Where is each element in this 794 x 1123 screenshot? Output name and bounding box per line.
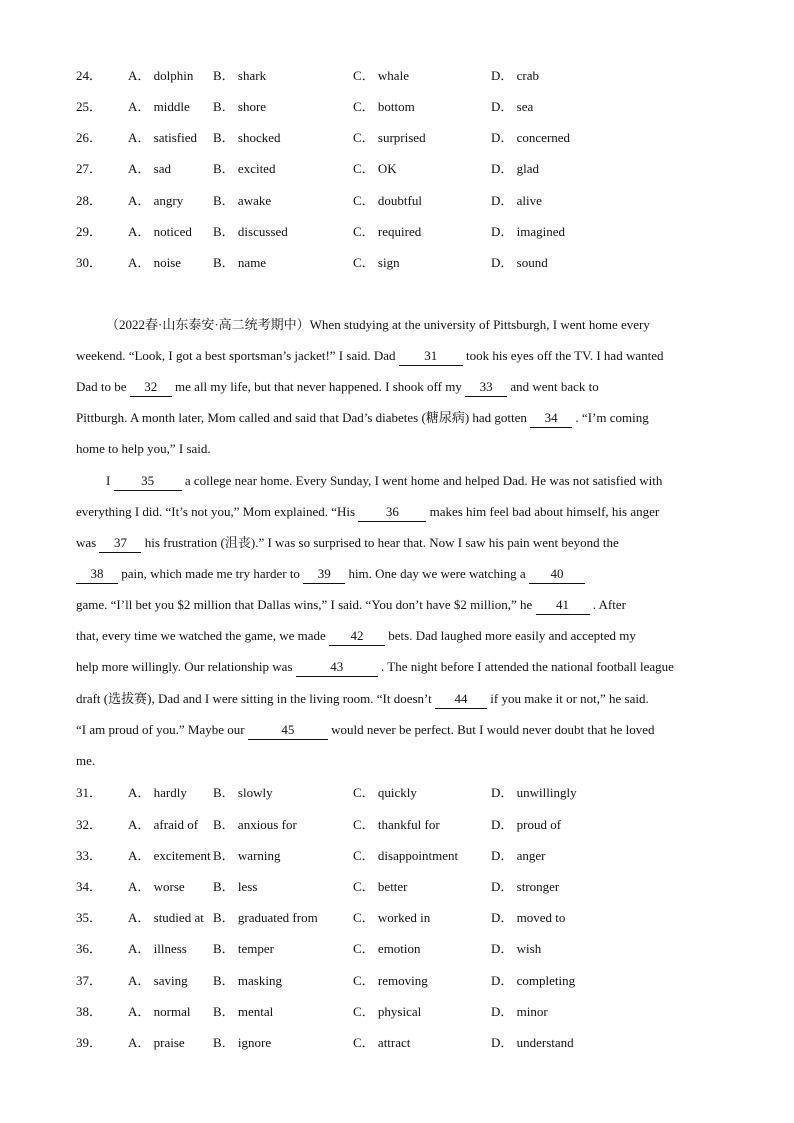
option-d: D． imagined xyxy=(491,224,566,239)
passage-text: everything I did. “It’s not you,” Mom explained. “His xyxy=(76,504,356,519)
option-c: C． required xyxy=(353,224,422,239)
passage-line xyxy=(76,346,663,366)
option-b: B． temper xyxy=(213,941,275,956)
passage-line xyxy=(76,751,95,771)
question-number: 34． xyxy=(76,879,103,894)
passage-line xyxy=(76,408,649,428)
option-d: D． completing xyxy=(491,973,576,988)
passage-text: pain, which made me try harder to xyxy=(121,566,300,581)
passage-line xyxy=(76,626,636,646)
option-a: A． normal xyxy=(128,1004,191,1019)
option-c: C． whale xyxy=(353,68,409,83)
blank-41: 41 xyxy=(536,596,590,615)
question-number: 36． xyxy=(76,941,103,956)
passage-source-text: （2022春·山东泰安·高二统考期中）When studying at the university of Pittsburgh, I went home every xyxy=(106,317,650,332)
passage-text: Pittburgh. A month later, Mom called and said that Dad’s diabetes (糖尿病) had gotten xyxy=(76,410,527,425)
passage-text: took his eyes off the TV. I had wanted xyxy=(465,348,664,363)
passage-text: . The night before I attended the national football league xyxy=(381,659,674,674)
blank-39: 39 xyxy=(303,565,345,584)
passage-text: me. xyxy=(76,753,96,768)
question-number: 33． xyxy=(76,848,103,863)
passage-text: me all my life, but that never happened. I shook off my xyxy=(175,379,462,394)
blank-45: 45 xyxy=(248,721,328,740)
question-number: 31． xyxy=(76,785,103,800)
option-c: C． disappointment xyxy=(353,848,459,863)
passage-line xyxy=(76,439,211,459)
question-number: 38． xyxy=(76,1004,103,1019)
option-b: B． awake xyxy=(213,193,272,208)
option-c: C． sign xyxy=(353,255,400,270)
passage-text: makes him feel bad about himself, his anger xyxy=(429,504,660,519)
option-a: A． saving xyxy=(128,973,188,988)
option-a: A． praise xyxy=(128,1035,185,1050)
option-d: D． unwillingly xyxy=(491,785,577,800)
passage-line xyxy=(106,471,662,491)
option-b: B． shocked xyxy=(213,130,281,145)
option-c: C． OK xyxy=(353,161,397,176)
option-b: B． excited xyxy=(213,161,276,176)
passage-line xyxy=(76,595,626,615)
question-number: 37． xyxy=(76,973,103,988)
option-a: A． illness xyxy=(128,941,187,956)
blank-43: 43 xyxy=(296,658,378,677)
option-c: C． attract xyxy=(353,1035,411,1050)
passage-text: I xyxy=(106,473,111,488)
passage-line xyxy=(106,315,650,335)
question-number: 39． xyxy=(76,1035,103,1050)
option-d: D． sea xyxy=(491,99,534,114)
option-b: B． shark xyxy=(213,68,267,83)
question-number: 24． xyxy=(76,68,103,83)
blank-35: 35 xyxy=(114,472,182,491)
option-d: D． glad xyxy=(491,161,540,176)
passage-text: . “I’m coming xyxy=(575,410,649,425)
passage-text: if you make it or not,” he said. xyxy=(490,691,649,706)
passage-text: draft (选拔赛), Dad and I were sitting in the living room. “It doesn’t xyxy=(76,691,432,706)
passage-text: weekend. “Look, I got a best sportsman’s jacket!” I said. Dad xyxy=(76,348,396,363)
option-a: A． worse xyxy=(128,879,185,894)
passage-text: was xyxy=(76,535,97,550)
option-b: B． discussed xyxy=(213,224,288,239)
passage-text: “I am proud of you.” Maybe our xyxy=(76,722,245,737)
passage-text: game. “I’ll bet you $2 million that Dallas wins,” I said. “You don’t have $2 million,” he xyxy=(76,597,533,612)
option-b: B． slowly xyxy=(213,785,273,800)
passage-line xyxy=(76,564,585,584)
passage-line xyxy=(76,689,649,709)
blank-42: 42 xyxy=(329,627,385,646)
option-c: C． doubtful xyxy=(353,193,422,208)
option-b: B． name xyxy=(213,255,267,270)
option-d: D． anger xyxy=(491,848,546,863)
passage-text: a college near home. Every Sunday, I went home and helped Dad. He was not satisfied with xyxy=(184,473,663,488)
option-c: C． surprised xyxy=(353,130,426,145)
option-a: A． middle xyxy=(128,99,190,114)
passage-text: help more willingly. Our relationship was xyxy=(76,659,293,674)
option-b: B． ignore xyxy=(213,1035,272,1050)
option-d: D． moved to xyxy=(491,910,566,925)
passage-text: his frustration (沮丧).” I was so surprised to hear that. Now I saw his pain went beyond the xyxy=(144,535,619,550)
question-number: 28． xyxy=(76,193,103,208)
option-c: C． thankful for xyxy=(353,817,440,832)
question-number: 25． xyxy=(76,99,103,114)
option-c: C． bottom xyxy=(353,99,415,114)
option-b: B． less xyxy=(213,879,258,894)
option-d: D． stronger xyxy=(491,879,560,894)
blank-36: 36 xyxy=(358,503,426,522)
passage-text: home to help you,” I said. xyxy=(76,441,211,456)
passage-line xyxy=(76,657,674,677)
option-c: C． quickly xyxy=(353,785,417,800)
question-number: 30． xyxy=(76,255,103,270)
passage-text: bets. Dad laughed more easily and accepted my xyxy=(388,628,636,643)
option-b: B． warning xyxy=(213,848,281,863)
passage-text: that, every time we watched the game, we made xyxy=(76,628,326,643)
blank-33: 33 xyxy=(465,378,507,397)
question-number: 26． xyxy=(76,130,103,145)
option-a: A． satisfied xyxy=(128,130,197,145)
option-a: A． studied at xyxy=(128,910,204,925)
passage-text: him. One day we were watching a xyxy=(348,566,526,581)
option-a: A． sad xyxy=(128,161,171,176)
option-c: C． worked in xyxy=(353,910,431,925)
passage-text: and went back to xyxy=(510,379,599,394)
blank-38: 38 xyxy=(76,565,118,584)
option-b: B． mental xyxy=(213,1004,274,1019)
option-a: A． noise xyxy=(128,255,182,270)
option-d: D． wish xyxy=(491,941,542,956)
option-a: A． excitement xyxy=(128,848,211,863)
option-a: A． afraid of xyxy=(128,817,199,832)
passage-line xyxy=(76,377,599,397)
blank-44: 44 xyxy=(435,690,487,709)
option-c: C． physical xyxy=(353,1004,422,1019)
blank-32: 32 xyxy=(130,378,172,397)
passage-text: would never be perfect. But I would never doubt that he loved xyxy=(331,722,655,737)
option-d: D． crab xyxy=(491,68,540,83)
blank-37: 37 xyxy=(99,534,141,553)
option-d: D． understand xyxy=(491,1035,574,1050)
blank-34: 34 xyxy=(530,409,572,428)
blank-31: 31 xyxy=(399,347,463,366)
passage-text: . After xyxy=(592,597,626,612)
passage-line xyxy=(76,720,655,740)
question-number: 27． xyxy=(76,161,103,176)
option-a: A． dolphin xyxy=(128,68,194,83)
option-b: B． anxious for xyxy=(213,817,297,832)
option-a: A． angry xyxy=(128,193,184,208)
option-d: D． concerned xyxy=(491,130,571,145)
option-d: D． minor xyxy=(491,1004,548,1019)
question-number: 32． xyxy=(76,817,103,832)
option-b: B． graduated from xyxy=(213,910,318,925)
question-number: 29． xyxy=(76,224,103,239)
option-a: A． hardly xyxy=(128,785,187,800)
question-number: 35． xyxy=(76,910,103,925)
option-d: D． alive xyxy=(491,193,542,208)
blank-40: 40 xyxy=(529,565,585,584)
option-d: D． sound xyxy=(491,255,548,270)
option-c: C． better xyxy=(353,879,408,894)
option-b: B． shore xyxy=(213,99,267,114)
option-d: D． proud of xyxy=(491,817,562,832)
passage-line xyxy=(76,533,619,553)
option-c: C． emotion xyxy=(353,941,421,956)
option-c: C． removing xyxy=(353,973,428,988)
option-b: B． masking xyxy=(213,973,282,988)
passage-line xyxy=(76,502,659,522)
passage-text: Dad to be xyxy=(76,379,127,394)
option-a: A． noticed xyxy=(128,224,192,239)
